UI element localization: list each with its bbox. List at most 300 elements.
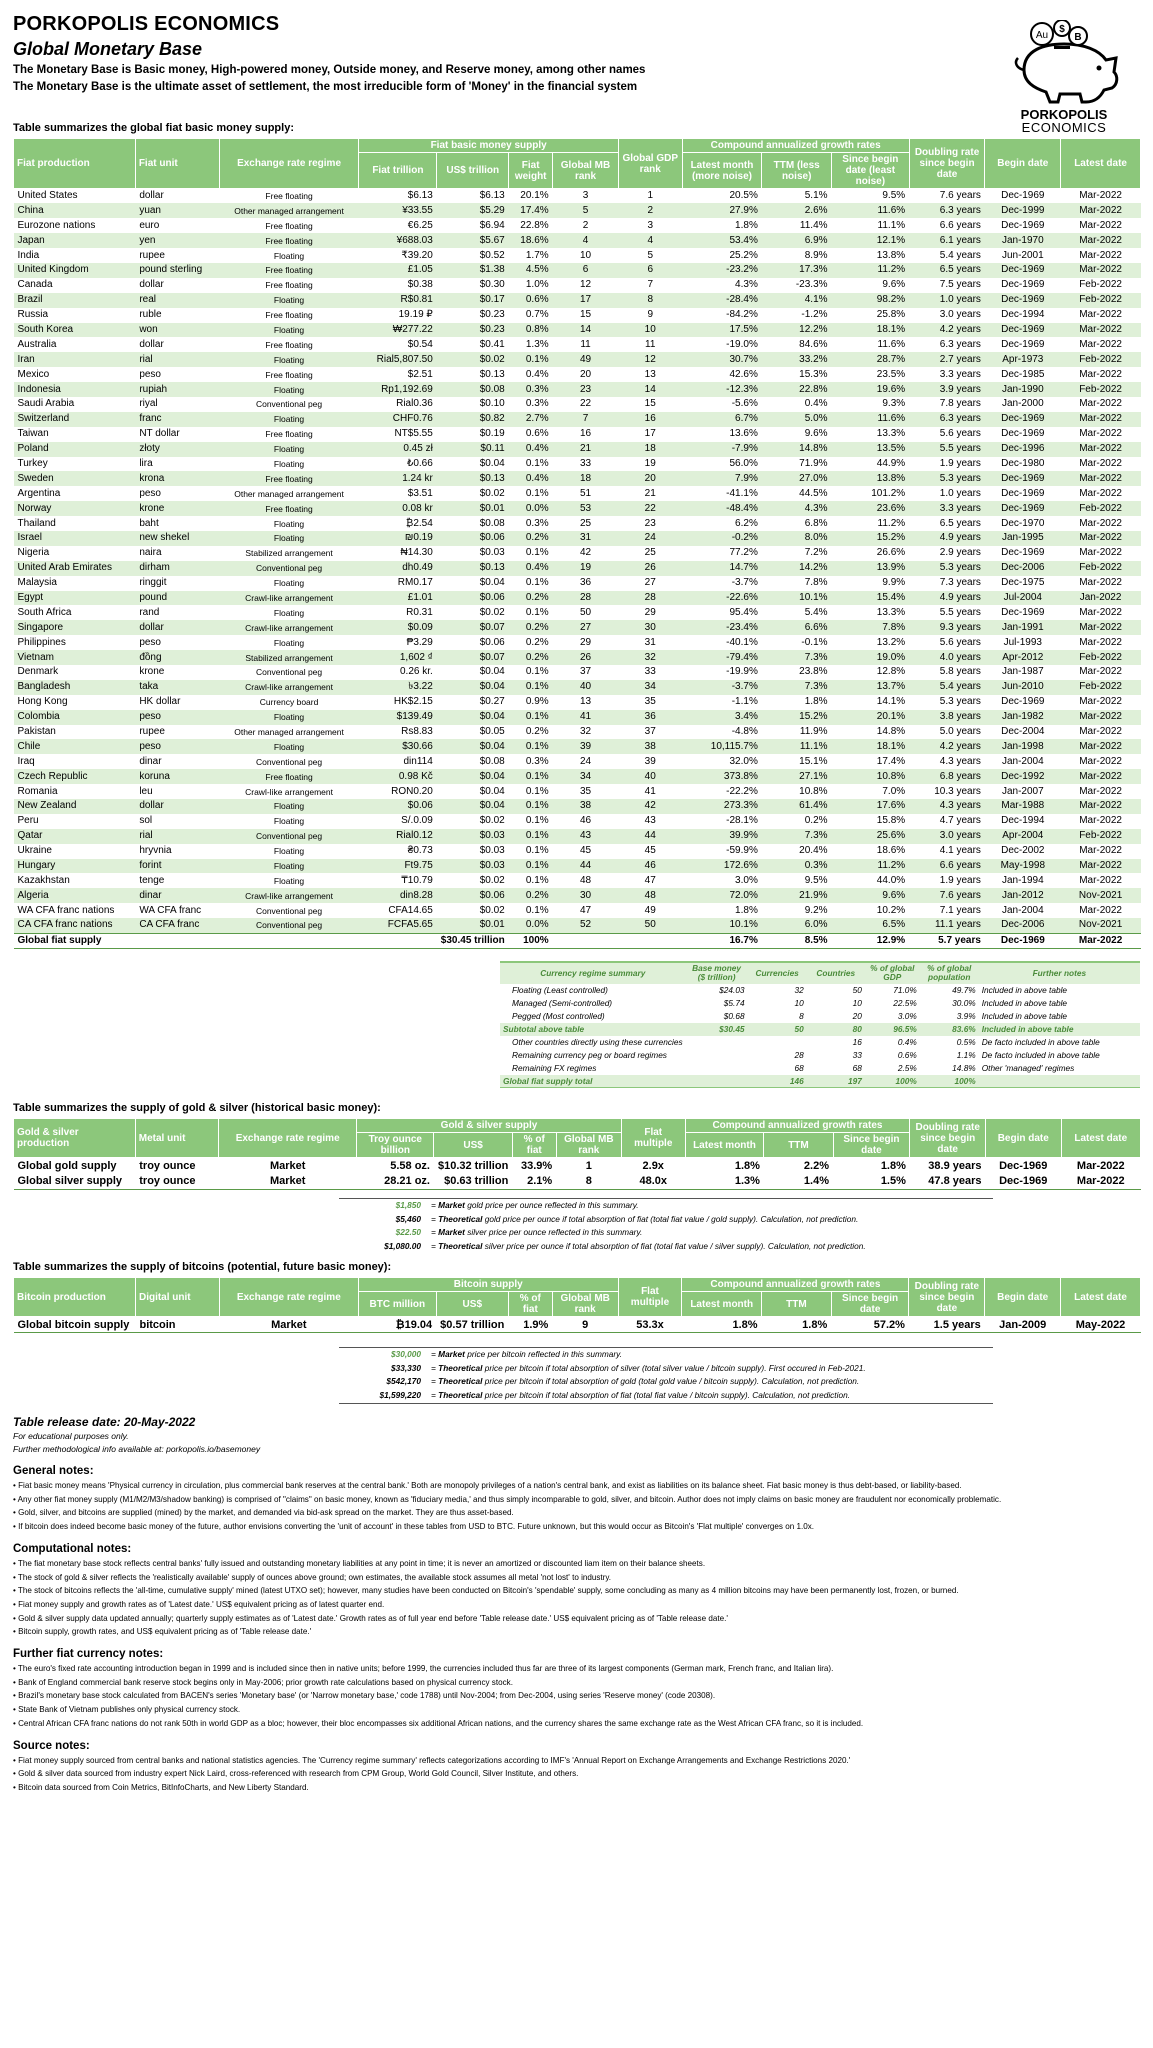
table-cell: 9.5% (832, 189, 910, 204)
summary-cell: 10 (852, 998, 862, 1009)
table-cell: 0.2% (509, 531, 553, 546)
table-cell: 13 (553, 695, 619, 710)
note-item: • State Bank of Vietnam publishes only physical currency stock. (13, 1705, 241, 1715)
table-cell: 15.2% (762, 710, 832, 725)
table-cell: Dec-1969 (986, 1158, 1062, 1174)
table-cell: Feb-2022 (1061, 680, 1141, 695)
table-cell: Nigeria (14, 546, 136, 561)
table-cell: $0.01 (437, 918, 509, 933)
table-cell: 12.8% (832, 665, 910, 680)
table-cell: 273.3% (682, 799, 762, 814)
summary-cell: 30.0% (952, 998, 976, 1009)
table-cell: 33.2% (762, 352, 832, 367)
table-cell: 40 (618, 769, 682, 784)
table-cell: 25.2% (682, 248, 762, 263)
table-cell: Floating (219, 412, 359, 427)
table-cell: 0.2% (509, 635, 553, 650)
table-row (14, 248, 1141, 263)
summary-cell: 80 (807, 1023, 865, 1036)
table-cell: Nov-2021 (1061, 918, 1141, 933)
table-cell: peso (135, 739, 219, 754)
note-item: • Bitcoin data sourced from Coin Metrics, BitInfoCharts, and New Liberty Standard. (13, 1782, 309, 1792)
table-cell: 4 (553, 233, 619, 248)
table-row (14, 605, 1141, 620)
table-cell: Vietnam (14, 650, 136, 665)
table-cell: 12.2% (762, 323, 832, 338)
table-cell: 20 (553, 367, 619, 382)
table-row (14, 263, 1141, 278)
table-cell: 15.2% (832, 531, 910, 546)
table-cell: 36 (618, 710, 682, 725)
table-cell: 30.7% (682, 352, 762, 367)
table-cell: 0.4% (509, 367, 553, 382)
table-cell: 11.6% (832, 203, 910, 218)
summary-cell: Floating (Least controlled) (512, 985, 608, 996)
table-cell: pound sterling (135, 263, 219, 278)
table-cell: 71.9% (762, 457, 832, 472)
table-cell: 16 (618, 412, 682, 427)
table-cell: Jan-2009 (985, 1317, 1061, 1333)
table-cell: Currency board (219, 695, 359, 710)
table-cell: Floating (219, 382, 359, 397)
table-cell: $0.08 (437, 754, 509, 769)
table-cell: 10 (618, 323, 682, 338)
table-row (14, 293, 1141, 308)
table-row (14, 591, 1141, 606)
table-cell: 23 (618, 516, 682, 531)
total-cell: 8.5% (762, 933, 832, 948)
table-cell: 39 (553, 739, 619, 754)
price-kind: Market (438, 1200, 465, 1211)
table-cell: 21 (618, 486, 682, 501)
table-cell: 1.9 years (909, 457, 985, 472)
fiat-col-since-begin: Since begin date (least noise) (832, 153, 910, 189)
table-cell: ৳3.22 (359, 680, 437, 695)
table-cell: $0.63 trillion (434, 1174, 512, 1190)
summary-header-cell: % of global population (920, 962, 979, 984)
summary-cell: De facto included in above table (981, 1037, 1100, 1048)
table-cell: $0.02 (437, 903, 509, 918)
table-cell: new shekel (135, 531, 219, 546)
table-cell: WA CFA franc (135, 903, 219, 918)
price-desc: price per bitcoin if total absorption of gold (total gold value / bitcoin supply). Calculation, not prediction. (484, 1376, 860, 1387)
table-cell: 17 (618, 427, 682, 442)
table-cell: tenge (135, 873, 219, 888)
table-cell: 1.9 years (909, 873, 985, 888)
table-cell: 8.9% (762, 248, 832, 263)
table-cell: 7.8% (832, 620, 910, 635)
table-cell: Mar-2022 (1061, 546, 1141, 561)
table-cell: dollar (135, 278, 219, 293)
table-cell: Mar-2022 (1061, 710, 1141, 725)
summary-header-cell: % of global GDP (865, 962, 920, 984)
table-cell: peso (135, 367, 219, 382)
table-cell: 44 (618, 829, 682, 844)
btc-col-production: Bitcoin production (14, 1278, 136, 1317)
table-cell: 26 (618, 561, 682, 576)
fiat-col-usd-trillion: US$ trillion (437, 153, 509, 189)
bitcoin-price-notes (339, 1347, 993, 1402)
table-cell: 7.3 years (909, 576, 985, 591)
table-cell: 5.4 years (909, 680, 985, 695)
table-cell: Jun-2001 (985, 248, 1061, 263)
table-row (14, 620, 1141, 635)
table-cell: krone (135, 501, 219, 516)
table-cell: Jan-1991 (985, 620, 1061, 635)
table-row (14, 516, 1141, 531)
table-row (14, 561, 1141, 576)
table-cell: Floating (219, 457, 359, 472)
table-cell: Market (219, 1158, 357, 1174)
table-cell: 4 (618, 233, 682, 248)
btc-col-multiple: Flat multiple (618, 1278, 682, 1317)
table-cell: 3.3 years (909, 501, 985, 516)
summary-header-row (500, 962, 1140, 984)
table-cell: Floating (219, 635, 359, 650)
table-cell: Dec-1994 (985, 308, 1061, 323)
table-cell: Stabilized arrangement (219, 546, 359, 561)
table-cell: 48.0x (621, 1174, 685, 1190)
table-cell: Feb-2022 (1061, 382, 1141, 397)
note-item: • The stock of bitcoins reflects the 'all-time, cumulative supply' mined (latest UTXO set); however, many studies have been conducted on Bitcoin's 'spendable' supply, some concluding as many as 4 million bitcoins may have been permanently lost, frozen, or burned. (13, 1586, 959, 1596)
table-cell: 4.2 years (909, 323, 985, 338)
table-cell: 28 (553, 591, 619, 606)
table-cell: ₿19.04 (358, 1317, 436, 1333)
table-cell: $0.06 (437, 635, 509, 650)
table-cell: Thailand (14, 516, 136, 531)
table-cell: 2 (553, 218, 619, 233)
table-cell: 13.7% (832, 680, 910, 695)
summary-cell: 49.7% (952, 985, 976, 996)
fiat-col-production: Fiat production (14, 139, 136, 189)
price-value: $1,850 (395, 1200, 421, 1211)
table-row (14, 873, 1141, 888)
table-cell: $0.04 (437, 680, 509, 695)
table-cell: ₱3.29 (359, 635, 437, 650)
table-cell: 1.9% (508, 1317, 552, 1333)
table-cell: 98.2% (832, 293, 910, 308)
table-cell: RON0.20 (359, 784, 437, 799)
table-cell: yuan (135, 203, 219, 218)
table-cell: 24 (553, 754, 619, 769)
table-cell: Dec-1969 (985, 486, 1061, 501)
table-cell: 8 (556, 1174, 621, 1190)
price-desc: gold price per ounce if total absorption of fiat (total fiat value / gold supply). Calculation, not prediction. (484, 1213, 859, 1224)
table-cell: Mar-2022 (1061, 635, 1141, 650)
price-desc: price per bitcoin if total absorption of fiat (total fiat value / bitcoin supply). Calculation, not prediction. (484, 1389, 850, 1400)
table-cell: 5.0% (762, 412, 832, 427)
table-cell: ¥688.03 (359, 233, 437, 248)
table-cell: -40.1% (682, 635, 762, 650)
table-cell: Floating (219, 531, 359, 546)
summary-cell: 68 (794, 1063, 804, 1074)
summary-cell (748, 1036, 807, 1049)
gold-col-unit: Metal unit (135, 1119, 219, 1158)
table-cell: Mar-2022 (1061, 605, 1141, 620)
table-cell: 0.3% (509, 516, 553, 531)
table-cell: Dec-1970 (985, 516, 1061, 531)
summary-cell: 14.8% (952, 1063, 976, 1074)
table-cell: 28.21 oz. (357, 1174, 434, 1190)
table-cell: 9.6% (832, 888, 910, 903)
table-cell: 19.19 ₽ (359, 308, 437, 323)
table-cell: 1.7% (509, 248, 553, 263)
summary-cell: Remaining FX regimes (512, 1063, 597, 1074)
summary-cell: Remaining currency peg or board regimes (512, 1050, 667, 1061)
summary-cell: 33 (852, 1050, 862, 1061)
summary-cell (979, 1075, 1140, 1088)
table-cell: leu (135, 784, 219, 799)
table-cell: 9.9% (832, 576, 910, 591)
summary-cell: 2.5% (897, 1063, 917, 1074)
fiat-col-fiat-trillion: Fiat trillion (359, 153, 437, 189)
table-cell: 172.6% (682, 859, 762, 874)
btc-group-supply: Bitcoin supply (358, 1278, 618, 1292)
table-cell: 52 (553, 918, 619, 933)
table-cell: 6.6 years (909, 859, 985, 874)
table-cell: Mar-2022 (1061, 725, 1141, 740)
table-cell: 15.8% (832, 814, 910, 829)
table-cell: 13.8% (832, 471, 910, 486)
table-cell: 13.8% (832, 248, 910, 263)
table-cell: $0.03 (437, 829, 509, 844)
table-cell: 1.8% (833, 1158, 910, 1174)
table-cell: lira (135, 457, 219, 472)
total-cell (618, 933, 682, 948)
table-cell: 38.9 years (910, 1158, 986, 1174)
summary-cell: $5.74 (723, 998, 745, 1009)
intro-line-1: The Monetary Base is Basic money, High-powered money, Outside money, and Reserve money, among other names (13, 64, 646, 76)
note-item: • The fiat monetary base stock reflects central banks' fully issued and outstanding monetary liabilities at any point in time; it is never an amortized or discounted liam item on their balance sheets. (13, 1558, 706, 1568)
table-cell: Jul-2004 (985, 591, 1061, 606)
table-cell: R$0.81 (359, 293, 437, 308)
summary-cell: Included in above table (981, 998, 1068, 1009)
table-cell: 101.2% (832, 486, 910, 501)
summary-cell: Included in above table (981, 985, 1068, 996)
table-cell: 18.6% (832, 844, 910, 859)
table-cell: 6 (553, 263, 619, 278)
table-cell: 11.2% (832, 516, 910, 531)
table-row (14, 203, 1141, 218)
table-cell: 0.2% (509, 591, 553, 606)
table-row (14, 739, 1141, 754)
table-cell: 31 (618, 635, 682, 650)
table-row (14, 903, 1141, 918)
table-cell: 6.8 years (909, 769, 985, 784)
table-cell: 6.5 years (909, 516, 985, 531)
table-cell: $0.54 (359, 337, 437, 352)
table-cell: Malaysia (14, 576, 136, 591)
table-cell: 18 (553, 471, 619, 486)
table-cell: -4.8% (682, 725, 762, 740)
table-cell: 15 (553, 308, 619, 323)
table-cell: 23 (553, 382, 619, 397)
table-cell: 29 (618, 605, 682, 620)
total-cell: 5.7 years (909, 933, 985, 948)
note-item: • Fiat basic money means 'Physical currency in circulation, plus commercial bank reserves at the central bank.' Both are monopoly privileges of a nation's central bank, and exist as liabilities on its balance sheet. Fiat basic money is thus debt-based, or liability-based. (13, 1481, 962, 1491)
table-cell: 7.3% (762, 650, 832, 665)
table-row (14, 233, 1141, 248)
gold-col-pct-fiat: % of fiat (512, 1133, 556, 1158)
fiat-col-begin: Begin date (985, 139, 1061, 189)
table-cell: 2.9x (621, 1158, 685, 1174)
table-cell: Egypt (14, 591, 136, 606)
table-cell: Floating (219, 248, 359, 263)
table-cell: riyal (135, 397, 219, 412)
table-cell: $6.13 (359, 189, 437, 204)
summary-cell: 71.0% (893, 985, 917, 996)
table-cell: Rial0.12 (359, 829, 437, 844)
table-cell: United Arab Emirates (14, 561, 136, 576)
table-cell: Floating (219, 442, 359, 457)
page-subtitle: Global Monetary Base (13, 39, 203, 59)
table-cell: 2.7 years (909, 352, 985, 367)
table-cell: NT$5.55 (359, 427, 437, 442)
table-cell: 6.3 years (909, 203, 985, 218)
table-cell: Free floating (219, 233, 359, 248)
table-row (14, 352, 1141, 367)
btc-col-pct-fiat: % of fiat (508, 1292, 552, 1317)
table-cell: 5.1% (762, 189, 832, 204)
table-cell: $0.05 (437, 725, 509, 740)
table-cell: 22 (553, 397, 619, 412)
table-cell: Dec-1969 (985, 546, 1061, 561)
table-cell: dinar (135, 888, 219, 903)
table-cell: $0.08 (437, 516, 509, 531)
gold-col-doubling: Doubling rate since begin date (910, 1119, 986, 1158)
table-cell: 49 (553, 352, 619, 367)
table-cell: koruna (135, 769, 219, 784)
table-cell: 95.4% (682, 605, 762, 620)
total-cell (553, 933, 619, 948)
gold-table-caption: Table summarizes the supply of gold & silver (historical basic money): (13, 1102, 381, 1115)
price-value: $30,000 (391, 1349, 421, 1360)
summary-cell: $24.03 (719, 985, 745, 996)
table-row (14, 1158, 1141, 1174)
table-cell: Hong Kong (14, 695, 136, 710)
table-cell: $0.06 (359, 799, 437, 814)
table-cell: Jan-2007 (985, 784, 1061, 799)
table-row (14, 412, 1141, 427)
table-cell: Mar-2022 (1061, 620, 1141, 635)
table-cell: S/.0.09 (359, 814, 437, 829)
table-cell: Free floating (219, 218, 359, 233)
table-cell: Mar-2022 (1061, 308, 1141, 323)
table-cell: Philippines (14, 635, 136, 650)
table-cell: 11.2% (832, 263, 910, 278)
price-note: $1,599,220 = Theoretical price per bitcoin if total absorption of fiat (total fiat value / bitcoin supply). Calculation, not prediction. (339, 1389, 993, 1403)
table-cell: złoty (135, 442, 219, 457)
table-cell: Floating (219, 844, 359, 859)
table-cell: RM0.17 (359, 576, 437, 591)
table-cell: Feb-2022 (1061, 650, 1141, 665)
table-cell: 35 (553, 784, 619, 799)
table-cell: NT dollar (135, 427, 219, 442)
table-cell: 7.0% (832, 784, 910, 799)
table-cell: 42.6% (682, 367, 762, 382)
table-cell: Mar-2022 (1061, 739, 1141, 754)
table-row (14, 859, 1141, 874)
table-cell: Floating (219, 293, 359, 308)
table-cell: 0.2% (509, 620, 553, 635)
summary-cell: 96.5% (865, 1023, 920, 1036)
summary-cell: 83.6% (920, 1023, 979, 1036)
table-row (14, 546, 1141, 561)
table-cell: Mar-2022 (1061, 903, 1141, 918)
table-cell: -0.2% (682, 531, 762, 546)
table-cell: Japan (14, 233, 136, 248)
table-row (14, 754, 1141, 769)
table-cell: 20 (618, 471, 682, 486)
table-cell: 17.4% (509, 203, 553, 218)
summary-header-cell: Base money ($ trillion) (686, 962, 748, 984)
table-cell: 15 (618, 397, 682, 412)
total-cell (219, 933, 359, 948)
table-cell: 25 (553, 516, 619, 531)
price-desc: silver price per ounce reflected in this summary. (467, 1227, 643, 1238)
porkopolis-logo (999, 20, 1129, 140)
table-cell: $0.02 (437, 352, 509, 367)
table-cell: 30 (553, 888, 619, 903)
table-cell: -0.1% (762, 635, 832, 650)
table-row (14, 278, 1141, 293)
table-row (14, 918, 1141, 933)
table-cell: United States (14, 189, 136, 204)
table-cell: Argentina (14, 486, 136, 501)
table-cell: 3.0 years (909, 829, 985, 844)
table-cell: sol (135, 814, 219, 829)
gold-col-mb-rank: Global MB rank (556, 1133, 621, 1158)
logo-coin-au: Au (1035, 30, 1049, 41)
table-cell: 5.3 years (909, 471, 985, 486)
table-cell: Dec-1969 (985, 337, 1061, 352)
table-cell: 2.1% (512, 1174, 556, 1190)
table-cell: Iran (14, 352, 136, 367)
table-cell: Free floating (219, 308, 359, 323)
table-cell: CHF0.76 (359, 412, 437, 427)
table-cell: 0.2% (509, 888, 553, 903)
table-cell: 9.6% (832, 278, 910, 293)
table-cell: Floating (219, 859, 359, 874)
table-cell: Conventional peg (219, 665, 359, 680)
table-cell: Czech Republic (14, 769, 136, 784)
table-cell: won (135, 323, 219, 338)
summary-cell: 50 (748, 1023, 807, 1036)
table-cell: Mar-2022 (1061, 442, 1141, 457)
table-cell: 8 (618, 293, 682, 308)
table-cell: CA CFA franc nations (14, 918, 136, 933)
summary-cell: Pegged (Most controlled) (512, 1011, 605, 1022)
table-cell: 14.7% (682, 561, 762, 576)
table-cell: 6.0% (762, 918, 832, 933)
table-cell: 51 (553, 486, 619, 501)
table-cell: 5.58 oz. (357, 1158, 434, 1174)
summary-row (500, 984, 1140, 997)
table-cell: Dec-1975 (985, 576, 1061, 591)
table-cell: Dec-1969 (985, 293, 1061, 308)
table-cell: Hungary (14, 859, 136, 874)
table-cell: taka (135, 680, 219, 695)
table-cell: 24 (618, 531, 682, 546)
table-row (14, 799, 1141, 814)
table-cell: Mar-2022 (1061, 859, 1141, 874)
table-cell: Norway (14, 501, 136, 516)
table-row (14, 888, 1141, 903)
table-cell: Mar-2022 (1061, 784, 1141, 799)
note-item: • Central African CFA franc nations do not rank 50th in world GDP as a bloc; however, their bloc encompasses six additional African nations, and the currency shares the same exchange rate as the West African CFA franc, so it is included. (13, 1718, 864, 1728)
table-cell: 1.3% (509, 337, 553, 352)
table-cell: 33 (553, 457, 619, 472)
